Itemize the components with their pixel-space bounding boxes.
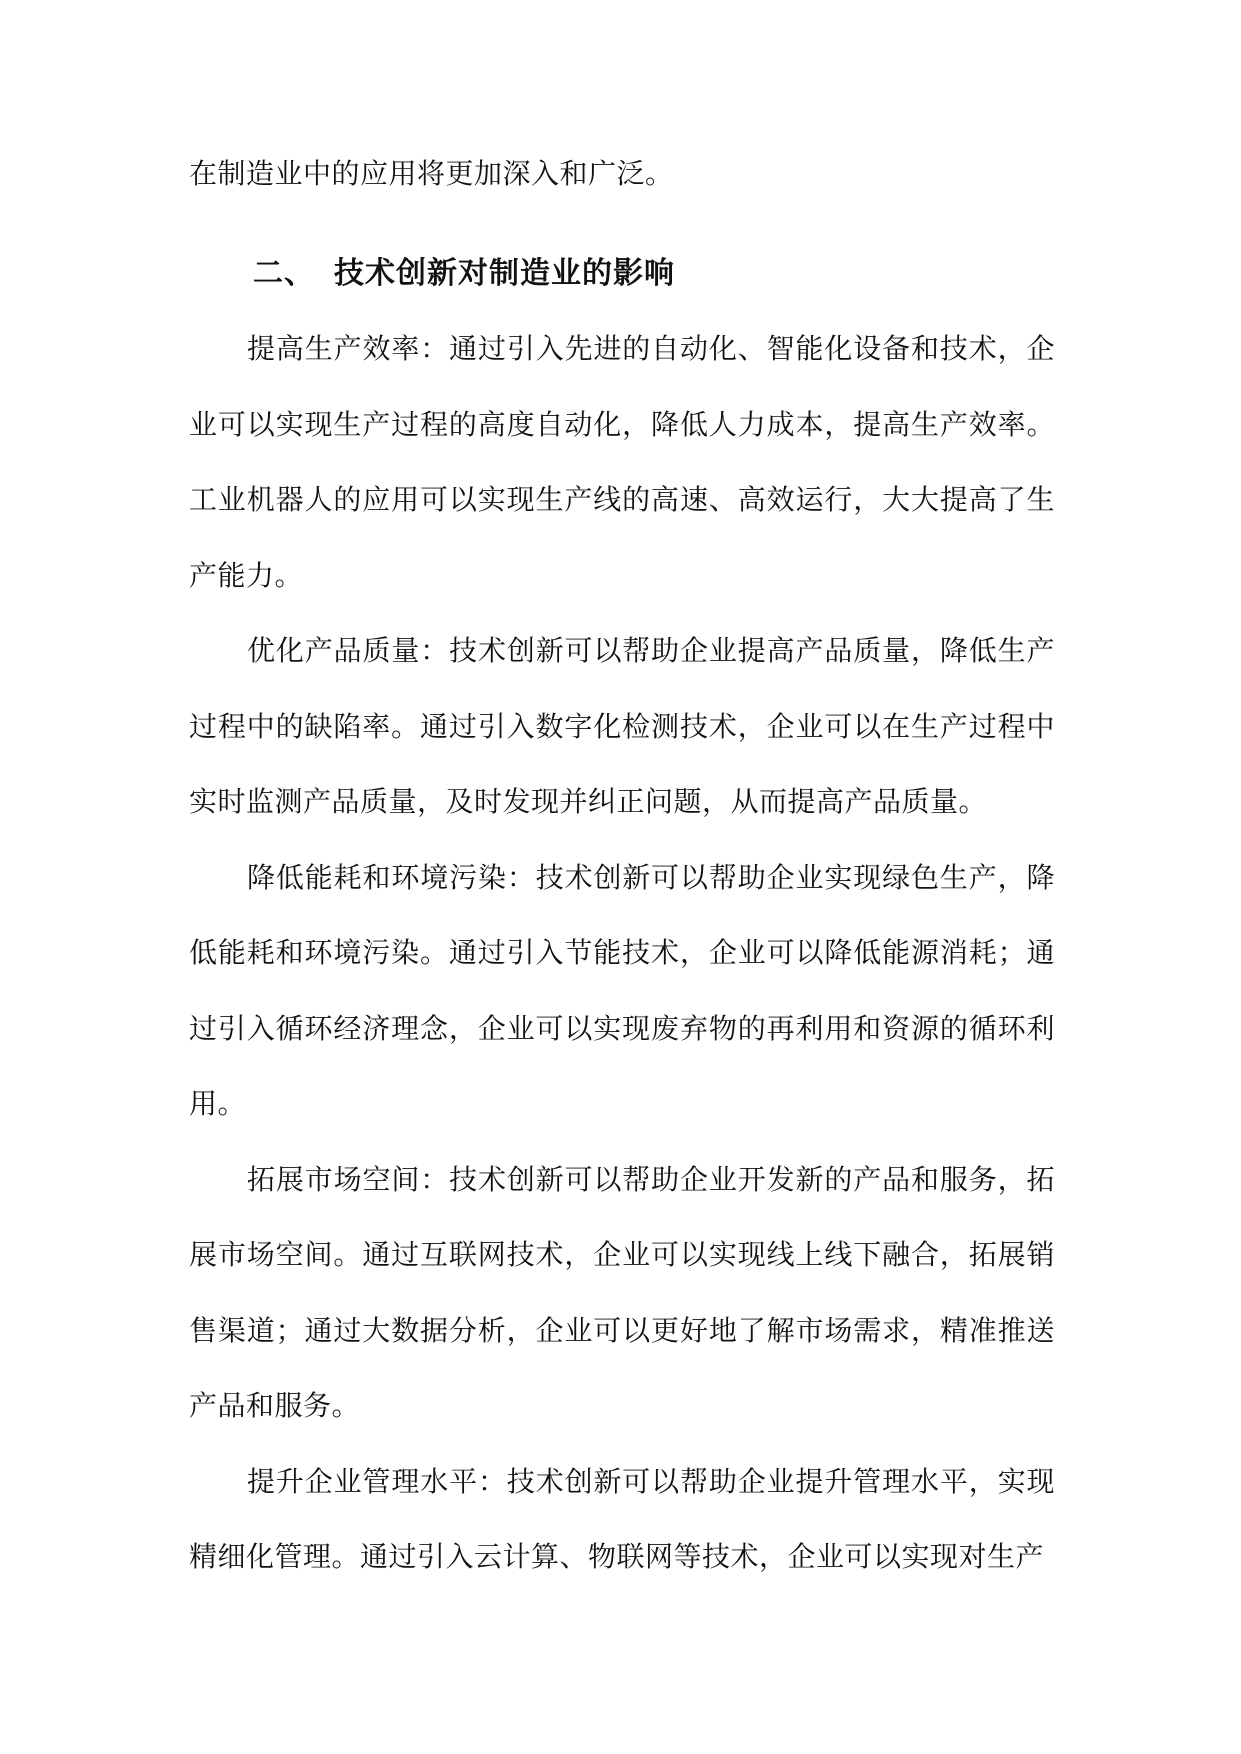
paragraph-management-level: 提升企业管理水平：技术创新可以帮助企业提升管理水平，实现精细化管理。通过引入云计算、物联网等技术，企业可以实现对生产 (189, 1464, 1055, 1573)
section-number: 二、 (253, 255, 315, 291)
paragraph-market-expansion: 拓展市场空间：技术创新可以帮助企业开发新的产品和服务，拓展市场空间。通过互联网技术，企业可以实现线上线下融合，拓展销售渠道；通过大数据分析，企业可以更好地了解市场需求，精准推送产品和服务。 (189, 1162, 1055, 1422)
section-heading (189, 236, 1055, 312)
paragraph-energy-environment: 降低能耗和环境污染：技术创新可以帮助企业实现绿色生产，降低能耗和环境污染。通过引入节能技术，企业可以降低能源消耗；通过引入循环经济理念，企业可以实现废弃物的再利用和资源的循环利用。 (189, 860, 1055, 1120)
intro-paragraph: 在制造业中的应用将更加深入和广泛。 (189, 157, 674, 190)
document-body (189, 136, 1055, 1595)
paragraph-production-efficiency: 提高生产效率：通过引入先进的自动化、智能化设备和技术，企业可以实现生产过程的高度自动化，降低人力成本，提高生产效率。工业机器人的应用可以实现生产线的高速、高效运行，大大提高了生产能力。 (189, 332, 1055, 592)
paragraph-product-quality: 优化产品质量：技术创新可以帮助企业提高产品质量，降低生产过程中的缺陷率。通过引入数字化检测技术，企业可以在生产过程中实时监测产品质量，及时发现并纠正问题，从而提高产品质量。 (189, 634, 1055, 818)
section-title: 技术创新对制造业的影响 (334, 255, 675, 291)
